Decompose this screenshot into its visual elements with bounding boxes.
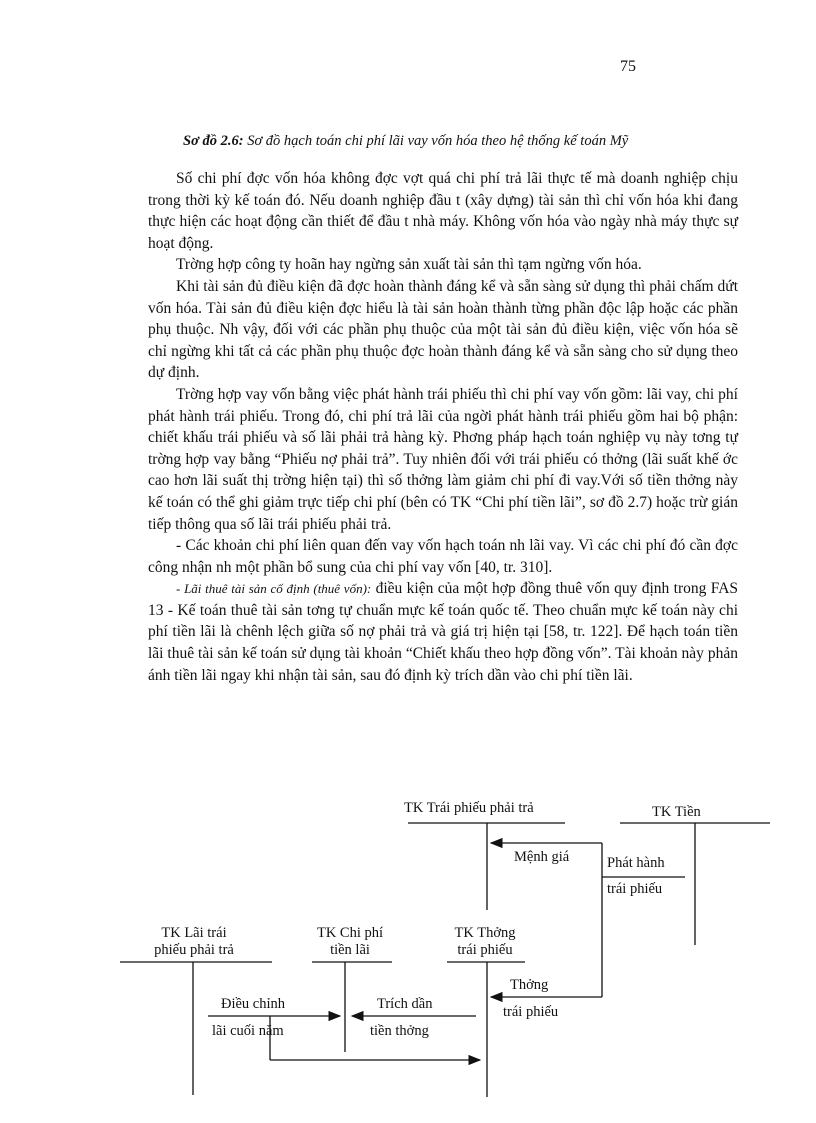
account-cash: TK Tiền <box>652 804 701 820</box>
label-premium-2: trái phiếu <box>503 1004 559 1020</box>
page-number: 75 <box>620 58 636 75</box>
lease-lead: - Lãi thuê tài sản cố định (thuê vốn): <box>176 581 372 597</box>
label-adjust-1: Điều chỉnh <box>221 996 286 1012</box>
paragraph: Khi tài sản đủ điều kiện đã đợc hoàn thành đáng kể và sẵn sàng sử dụng thì phải chấm dứt vốn hóa. Tài sản đủ điều kiện đợc hiểu là tài sản hoàn thành từng phần độc lập hoặc các phần phụ thuộc. Nh vậy, đối với các phần phụ thuộc của một tài sản đủ điều kiện, việc vốn hóa sẽ chỉ ngừng khi tất cả các phần phụ thuộc đợc hoàn thành đáng kể và sẵn sàng cho sử dụng theo dự định. <box>148 277 738 382</box>
account-interest-expense-l1: TK Chi phí <box>316 925 384 941</box>
paragraph: Số chi phí đợc vốn hóa không đợc vợt quá chi phí trả lãi thực tế mà doanh nghiệp chịu trong thời kỳ kế toán đó. Nếu doanh nghiệp đầu t (xây dựng) tài sản thì chỉ vốn hóa khi đang thực hiện các hoạt động cần thiết để đầu t nhà máy. Không vốn hóa vào ngày nhà máy thực sự hoạt động. <box>148 170 738 252</box>
caption-prefix: Sơ đồ 2.6: <box>183 133 244 149</box>
caption-text: Sơ đồ hạch toán chi phí lãi vay vốn hóa theo hệ thống kế toán Mỹ <box>243 133 629 149</box>
account-interest-payable-l1: TK Lãi trái <box>161 925 227 941</box>
account-interest-expense-l2: tiền lãi <box>330 942 370 958</box>
account-bond-premium <box>437 925 533 959</box>
account-interest-expense <box>300 925 400 959</box>
account-bonds-payable: TK Trái phiếu phải trả <box>404 800 534 816</box>
account-bond-premium-l1: TK Thởng <box>454 925 516 941</box>
paragraph: Trờng hợp công ty hoãn hay ngừng sản xuất tài sản thì tạm ngừng vốn hóa. <box>176 256 642 274</box>
label-amortize-2: tiền thởng <box>370 1023 429 1039</box>
label-premium-1: Thởng <box>510 977 549 993</box>
paragraph: Trờng hợp vay vốn bằng việc phát hành trái phiếu thì chi phí vay vốn gồm: lãi vay, chi phí phát hành trái phiếu. Trong đó, chi phí trả lãi của ngời phát hành trái phiếu gồm hai bộ phận: chiết khấu trái phiếu và số lãi phải trả hàng kỳ. Phơng pháp hạch toán nghiệp vụ này tơng tự trờng hợp vay bằng “Phiếu nợ phải trả”. Tuy nhiên đối với trái phiếu có thởng (lãi suất khế ớc cao hơn lãi suất thị trờng hiện tại) thì số thởng làm giảm chi phí đi vay.Với số tiền thởng này kế toán có thể ghi giảm trực tiếp chi phí (bên có TK “Chi phí tiền lãi”, sơ đồ 2.7) hoặc trừ gián tiếp thông qua số lãi trái phiếu phải trả. <box>148 385 738 533</box>
account-bond-premium-l2: trái phiếu <box>457 942 513 958</box>
label-amortize-1: Trích dần <box>377 996 433 1012</box>
label-adjust-2: lãi cuối năm <box>212 1023 284 1039</box>
account-interest-payable-l2: phiếu phải trả <box>154 942 234 958</box>
paragraph: - Các khoản chi phí liên quan đến vay vốn hạch toán nh lãi vay. Vì các chi phí đó cần đợc công nhận nh một phần bổ sung của chi phí vay vốn [40, tr. 310]. <box>148 537 738 576</box>
lease-text: điều kiện của một hợp đồng thuê vốn quy định trong FAS 13 - Kế toán thuê tài sản tơng tự chuẩn mực kế toán quốc tế. Theo chuẩn mực kế toán này chi phí tiền lãi là chênh lệch giữa số nợ phải trả và giá trị hiện tại [58, tr. 122]. Để hạch toán tiền lãi thuê tài sản kế toán sử dụng tài khoản “Chiết khấu theo hợp đồng vốn”. Tài khoản này phản ánh tiền lãi ngay khi nhận tài sản, sau đó định kỳ trích dần vào chi phí tiền lãi. <box>148 580 739 684</box>
label-issue-2: trái phiếu <box>607 881 663 897</box>
label-face-value: Mệnh giá <box>514 849 570 865</box>
account-interest-payable <box>126 925 262 959</box>
label-issue-1: Phát hành <box>607 855 665 871</box>
